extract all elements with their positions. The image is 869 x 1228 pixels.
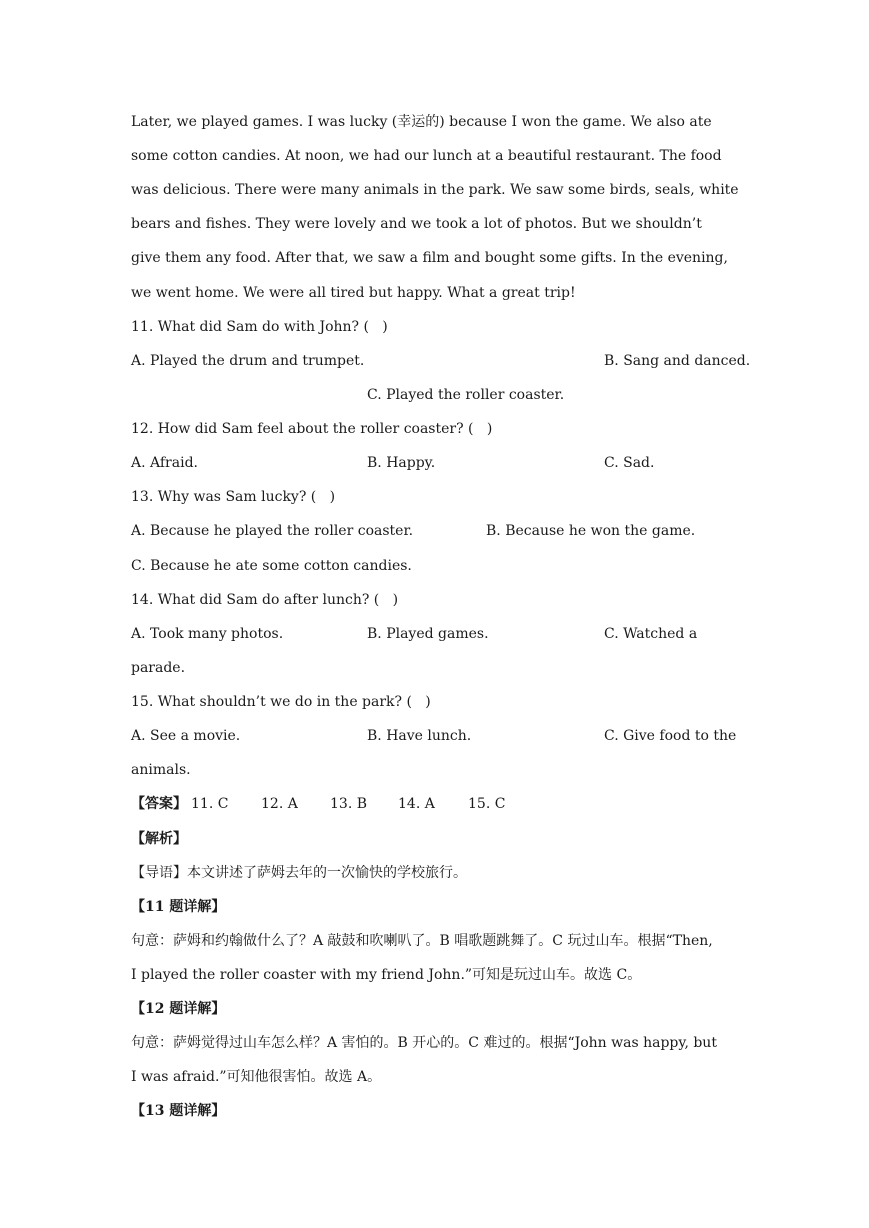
passage-line: some cotton candies. At noon, we had our lunch at a beautiful restaurant. The food: [131, 148, 722, 164]
question-stem: 13. Why was Sam lucky? ( ): [131, 489, 336, 505]
option-c: C. Watched a: [604, 626, 698, 642]
option-a: A. Afraid.: [131, 455, 198, 471]
option-c: C. Because he ate some cotton candies.: [131, 558, 412, 574]
question-stem: 12. How did Sam feel about the roller coaster? ( ): [131, 421, 493, 437]
q11-explanation: I played the roller coaster with my friend John.”可知是玩过山车。故选 C。: [131, 967, 642, 983]
option-c: C. Played the roller coaster.: [367, 387, 565, 403]
passage-line: we went home. We were all tired but happy. What a great trip!: [131, 285, 576, 301]
passage-line: give them any food. After that, we saw a film and bought some gifts. In the evening,: [131, 250, 728, 266]
q12-heading: 【12 题详解】: [131, 1001, 226, 1017]
analysis-intro: 【导语】本文讲述了萨姆去年的一次愉快的学校旅行。: [131, 865, 467, 881]
passage-line: was delicious. There were many animals in the park. We saw some birds, seals, white: [131, 182, 739, 198]
answer-label: 【答案】: [131, 796, 187, 812]
option-a: A. See a movie.: [131, 728, 241, 744]
option-b: B. Happy.: [367, 455, 436, 471]
q12-explanation: 句意：萨姆觉得过山车怎么样？A 害怕的。B 开心的。C 难过的。根据“John was happy, but: [131, 1035, 717, 1051]
answer-item: 13. B: [330, 796, 368, 812]
question-stem: 14. What did Sam do after lunch? ( ): [131, 592, 399, 608]
answer-item: 12. A: [261, 796, 298, 812]
option-b: B. Sang and danced.: [604, 353, 751, 369]
question-stem: 15. What shouldn’t we do in the park? ( ): [131, 694, 431, 710]
answer-item: 11. C: [191, 796, 229, 812]
q13-heading: 【13 题详解】: [131, 1103, 226, 1119]
analysis-heading: 【解析】: [131, 831, 187, 847]
option-b: B. Have lunch.: [367, 728, 472, 744]
option-a: A. Played the drum and trumpet.: [131, 353, 365, 369]
option-a: A. Because he played the roller coaster.: [131, 523, 414, 539]
option-a: A. Took many photos.: [131, 626, 284, 642]
option-b: B. Played games.: [367, 626, 489, 642]
option-c-continuation: animals.: [131, 762, 191, 778]
option-c: C. Sad.: [604, 455, 655, 471]
passage-line: Later, we played games. I was lucky (幸运的) because I won the game. We also ate: [131, 114, 712, 130]
passage-line: bears and fishes. They were lovely and we took a lot of photos. But we shouldn’t: [131, 216, 702, 232]
question-stem: 11. What did Sam do with John? ( ): [131, 319, 388, 335]
answer-item: 14. A: [398, 796, 435, 812]
q11-explanation: 句意：萨姆和约翰做什么了？A 敲鼓和吹喇叭了。B 唱歌题跳舞了。C 玩过山车。根据“Then,: [131, 933, 713, 949]
q11-heading: 【11 题详解】: [131, 899, 226, 915]
option-c-continuation: parade.: [131, 660, 186, 676]
q12-explanation: I was afraid.”可知他很害怕。故选 A。: [131, 1069, 382, 1085]
option-b: B. Because he won the game.: [486, 523, 696, 539]
option-c: C. Give food to the: [604, 728, 737, 744]
answer-item: 15. C: [468, 796, 506, 812]
